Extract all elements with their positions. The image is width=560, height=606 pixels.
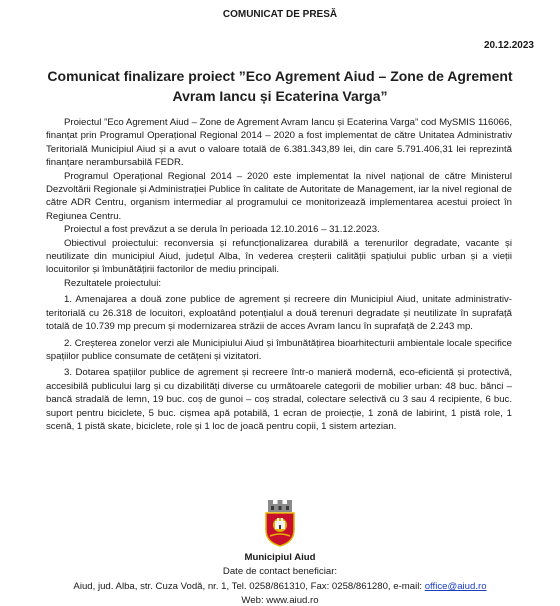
title-line-2: Avram Iancu și Ecaterina Varga” (172, 88, 388, 104)
aiud-coat-of-arms-icon (260, 498, 300, 548)
email-link[interactable]: office@aiud.ro (424, 581, 487, 592)
footer-website[interactable]: Web: www.aiud.ro (241, 595, 319, 606)
paragraph-result-1: 1. Amenajarea a două zone publice de agrement și recreere din Municipiul Aiud, unitate administrativ-teritorială cu 26.318 de locuitori, exploatând potențialul a două terenuri degradate și neutilizate în suprafață totală de 10.739 mp precum și modernizarea străzii de acces Avram Iancu în suprafață de 2.243 mp. (46, 294, 512, 333)
paragraph-result-3: 3. Dotarea spațiilor publice de agrement și recreere într-o manieră modernă, eco-eficientă și protectivă, accesibilă publicului larg și cu dizabilități diverse cu următoarele categorii de mobilier urban: 48 buc. bănci – bancă stradală de lemn, 19 buc. coș de gunoi – coș stradal, colectare selectivă cu 3 sau 4 recipiente, 6 buc. suport pentru biciclete, 5 buc. cișmea apă potabilă, 1 ecran de proiecție, 1 zonă de labirint, 1 pistă role, 1 scenă, 1 pistă skate, biciclete, role și 1 loc de joacă pentru copii, 1 sistem artezian. (46, 367, 512, 432)
paragraph-program: Programul Operațional Regional 2014 – 2020 este implementat la nivel național de către Ministerul Dezvoltării Regionale și Administrației Publice în calitate de Autoritate de Management, iar la nivel regional de către ADR Centru, organism intermediar al programului ce monitorizează implementarea acestui proiect în Regiunea Centru. (46, 170, 512, 222)
document-title (40, 66, 520, 106)
paragraph-result-2: 2. Creșterea zonelor verzi ale Municipiului Aiud și îmbunătățirea bioarhitecturii ambientale locale specifice spațiilor publice consumate de cetățeni și vizitatori. (46, 337, 512, 362)
footer-address (0, 581, 560, 592)
footer-address-text: Aiud, jud. Alba, str. Cuza Vodă, nr. 1, Tel. 0258/861310, Fax: 0258/861280, e-mail: (73, 581, 425, 592)
paragraph-project-description: Proiectul ”Eco Agrement Aiud – Zone de Agrement Avram Iancu și Ecaterina Varga” cod MySMIS 116066, finanțat prin Programul Operațional Regional 2014 – 2020 a fost implementat de către Unitatea Administrativ Teritorială Municipiul Aiud și a avut o valoare totală de 6.381.343,89 lei, din care 5.791.406,31 lei reprezintă finanțare nerambursabilă FEDR. (46, 117, 512, 169)
document-body (46, 116, 512, 433)
document-date: 20.12.2023 (483, 40, 534, 51)
footer-organization: Municipiul Aiud (244, 552, 316, 563)
paragraph-objective: Obiectivul proiectului: reconversia și refuncționalizarea durabilă a terenurilor degradate, vacante și neutilizate din municipiul Aiud, județul Alba, în vederea creșterii calității spațiului public urban și a vieții locuitorilor și îmbunătățirii factorilor de mediu principali. (46, 237, 512, 276)
paragraph-results-heading: Rezultatele proiectului: (64, 277, 162, 289)
document-header-label: COMUNICAT DE PRESĂ (222, 9, 338, 20)
title-line-1: Comunicat finalizare proiect ”Eco Agrement Aiud – Zone de Agrement (47, 68, 513, 84)
footer-contact-title: Date de contact beneficiar: (222, 566, 338, 577)
paragraph-period: Proiectul a fost prevăzut a se derula în perioada 12.10.2016 – 31.12.2023. (64, 224, 380, 236)
